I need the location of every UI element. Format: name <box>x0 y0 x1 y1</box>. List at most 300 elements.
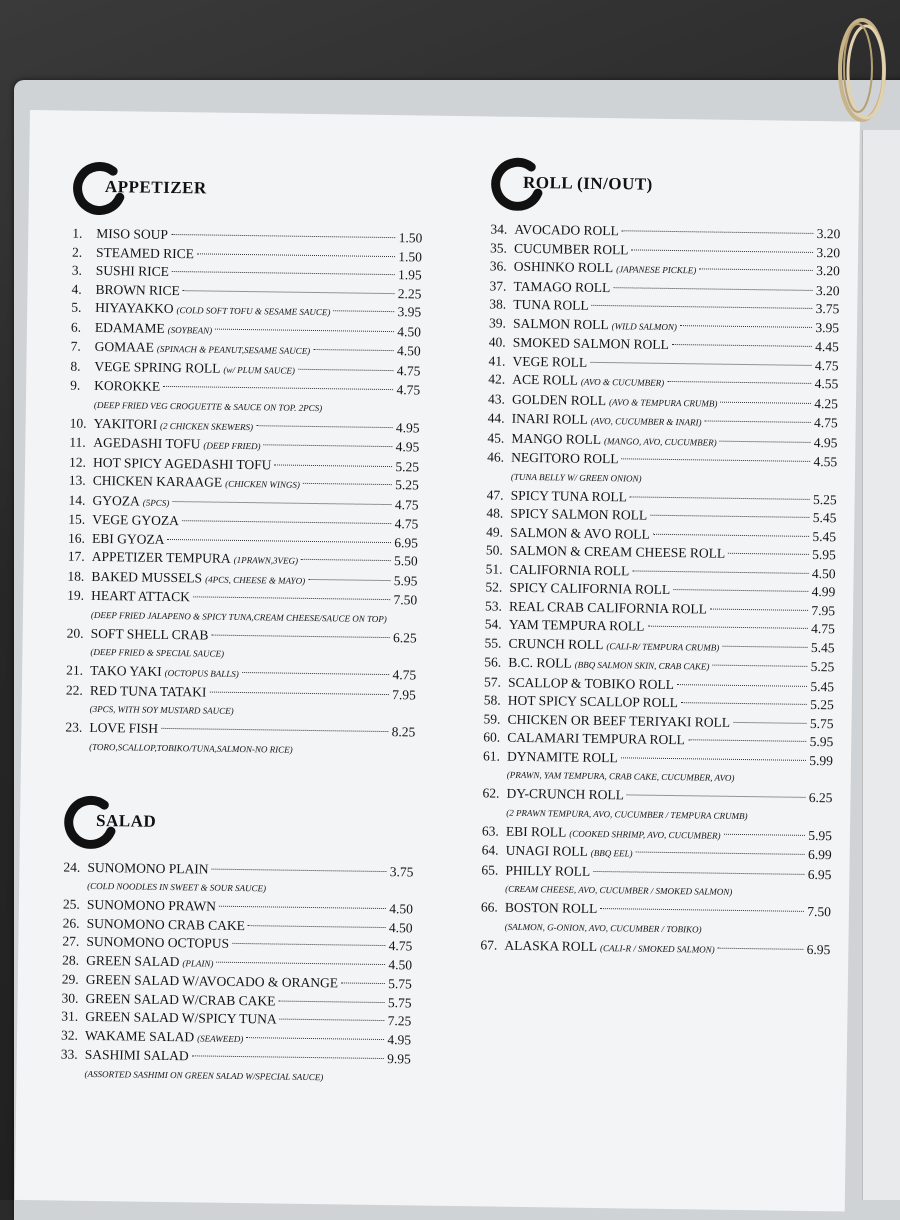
item-number: 32. <box>60 1027 79 1043</box>
item-price: 7.25 <box>387 1013 412 1029</box>
item-number: 67. <box>480 936 498 953</box>
item-price: 4.45 <box>815 338 839 355</box>
leader-dots <box>724 833 806 835</box>
item-price: 9.95 <box>387 1051 411 1067</box>
menu-item <box>480 936 830 960</box>
item-number: 50. <box>485 542 503 558</box>
item-price: 7.95 <box>392 686 416 702</box>
item-price: 5.75 <box>809 715 834 731</box>
item-name: RED TUNA TATAKI <box>89 682 207 700</box>
item-price: 4.95 <box>387 1031 412 1047</box>
item-note: (PRAWN, YAM TEMPURA, CRAB CAKE, CUCUMBER, AVO) <box>506 769 735 783</box>
item-price: 5.95 <box>393 572 418 588</box>
item-name: SALMON ROLL <box>512 315 609 332</box>
item-name: SUNOMONO PRAWN <box>86 896 217 914</box>
item-name: GOLDEN ROLL <box>511 391 607 408</box>
leader-dots <box>333 310 394 312</box>
item-number: 12. <box>68 454 87 470</box>
item-name: GREEN SALAD W/CRAB CAKE <box>85 990 276 1009</box>
item-note: (DEEP FRIED & SPECIAL SAUCE) <box>90 646 225 659</box>
item-price: 5.25 <box>395 477 419 493</box>
item-name: LOVE FISH <box>89 719 159 736</box>
item-name: SALMON & AVO ROLL <box>510 524 650 542</box>
item-number: 36. <box>489 258 507 274</box>
leader-dots <box>308 578 391 580</box>
item-number: 18. <box>67 568 85 584</box>
item-number: 37. <box>489 277 507 294</box>
section-title: ROLL (IN/OUT) <box>522 172 653 194</box>
item-number: 56. <box>484 654 502 670</box>
leader-dots <box>710 608 808 610</box>
item-price: 5.45 <box>812 509 837 526</box>
leader-dots <box>232 943 386 946</box>
menu-page <box>15 110 860 1211</box>
item-name: MISO SOUP <box>96 225 169 242</box>
leader-dots <box>278 1000 384 1002</box>
next-page-edge <box>862 130 900 1200</box>
appetizer-header <box>73 161 424 222</box>
left-column <box>60 161 423 1088</box>
item-number: 59. <box>483 710 501 727</box>
item-price: 5.95 <box>812 546 836 563</box>
item-name: STEAMED RICE <box>95 244 194 261</box>
item-price: 4.75 <box>396 362 421 378</box>
item-note: (2 PRAWN TEMPURA, AVO, CUCUMBER / TEMPURA CRUMB) <box>506 807 748 821</box>
item-number: 60. <box>483 729 501 745</box>
leader-dots <box>301 559 391 561</box>
item-price: 4.95 <box>395 439 420 455</box>
item-name: BROWN RICE <box>95 281 180 298</box>
item-name: CHICKEN KARAAGE <box>92 472 223 490</box>
item-name: VEGE GYOZA <box>92 511 180 529</box>
item-number: 58. <box>483 692 501 708</box>
item-price: 6.95 <box>806 941 831 957</box>
item-description: (SPINACH & PEANUT,SESAME SAUCE) <box>156 343 311 356</box>
item-price: 5.45 <box>810 639 835 655</box>
item-name: YAKITORI <box>93 415 158 432</box>
item-description: (2 CHICKEN SKEWERS) <box>160 420 254 432</box>
item-note: (COLD NOODLES IN SWEET & SOUR SAUCE) <box>87 880 267 894</box>
item-price: 3.20 <box>816 225 841 242</box>
item-price: 5.75 <box>387 994 412 1010</box>
leader-dots <box>705 420 811 422</box>
item-number: 57. <box>483 673 502 690</box>
item-number: 30. <box>61 990 79 1006</box>
item-name: CHICKEN OR BEEF TERIYAKI ROLL <box>507 711 731 730</box>
item-name: SUNOMONO PLAIN <box>87 859 209 877</box>
item-number: 24. <box>63 859 81 875</box>
item-number: 26. <box>62 915 80 931</box>
item-price: 6.95 <box>807 866 832 882</box>
item-number: 44. <box>487 410 505 426</box>
item-price: 5.25 <box>810 658 835 675</box>
item-price: 7.95 <box>811 602 836 618</box>
leader-dots <box>636 852 805 855</box>
item-price: 7.50 <box>807 903 831 920</box>
item-name: SMOKED SALMON ROLL <box>512 334 669 352</box>
leader-dots <box>274 464 392 467</box>
item-price: 6.99 <box>807 846 832 863</box>
item-note: (SALMON, G-ONION, AVO, CUCUMBER / TOBIKO) <box>504 921 702 934</box>
item-name: HOT SPICY SCALLOP ROLL <box>507 692 679 711</box>
item-number: 34. <box>490 221 508 237</box>
item-name: EBI ROLL <box>505 823 567 840</box>
leader-dots <box>161 728 389 732</box>
leader-dots <box>242 672 390 675</box>
leader-dots <box>298 368 394 370</box>
item-number: 45. <box>487 429 505 446</box>
item-number: 47. <box>486 486 504 503</box>
item-name: REAL CRAB CALIFORNIA ROLL <box>509 598 708 617</box>
item-price: 5.95 <box>809 733 834 750</box>
item-number: 63. <box>481 822 499 839</box>
item-description: (WILD SALMON) <box>611 320 677 332</box>
leader-dots <box>280 1019 385 1021</box>
item-name: EDAMAME <box>94 319 165 336</box>
item-number: 7. <box>70 338 81 354</box>
item-number: 9. <box>70 377 81 393</box>
item-price: 5.95 <box>808 827 833 843</box>
item-name: B.C. ROLL <box>508 654 572 671</box>
item-note: (DEEP FRIED JALAPENO & SPICY TUNA,CREAM CHEESE/SAUCE ON TOP) <box>90 609 387 624</box>
item-name: DY-CRUNCH ROLL <box>506 785 624 803</box>
item-number: 64. <box>481 842 499 858</box>
item-name: GYOZA <box>92 492 140 509</box>
item-name: SUNOMONO CRAB CAKE <box>86 915 246 933</box>
item-description: (CALI-R / SMOKED SALMON) <box>599 942 715 955</box>
item-name: VEGE SPRING ROLL <box>94 358 221 376</box>
leader-dots <box>182 520 392 524</box>
section-title: SALAD <box>95 810 157 831</box>
leader-dots <box>733 721 807 723</box>
item-price: 4.55 <box>814 375 839 392</box>
item-number: 4. <box>71 281 82 297</box>
leader-dots <box>171 234 396 238</box>
leader-dots <box>722 645 808 647</box>
item-name: EBI GYOZA <box>91 530 165 547</box>
item-number: 25. <box>62 896 80 912</box>
leader-dots <box>712 665 807 667</box>
item-price: 4.99 <box>811 583 836 600</box>
item-price: 4.95 <box>395 419 420 435</box>
leader-dots <box>183 290 395 294</box>
item-price: 4.55 <box>813 453 838 470</box>
item-price: 8.25 <box>391 724 416 740</box>
item-description: (5PCS) <box>142 497 170 508</box>
item-price: 1.50 <box>398 230 423 246</box>
leader-dots <box>172 501 392 505</box>
leader-dots <box>264 444 393 447</box>
item-name: UNAGI ROLL <box>505 842 588 859</box>
item-price: 4.75 <box>392 667 417 683</box>
item-name: GREEN SALAD W/AVOCADO & ORANGE <box>85 971 339 991</box>
leader-dots <box>653 533 810 536</box>
item-name: BAKED MUSSELS <box>91 568 203 585</box>
item-name: SCALLOP & TOBIKO ROLL <box>507 674 675 692</box>
item-name: CUCUMBER ROLL <box>514 240 629 257</box>
item-name: MANGO ROLL <box>511 430 602 447</box>
item-price: 2.25 <box>397 285 422 301</box>
item-number: 65. <box>481 861 499 878</box>
item-price: 4.75 <box>814 357 839 373</box>
leader-dots <box>720 440 811 442</box>
item-name: CALAMARI TEMPURA ROLL <box>507 729 685 748</box>
item-note: (DEEP FRIED VEG CROGUETTE & SAUCE ON TOP. 2PCS) <box>93 399 323 413</box>
item-name: TUNA ROLL <box>513 296 589 313</box>
item-number: 33. <box>60 1046 78 1062</box>
leader-dots <box>613 287 813 291</box>
item-number: 22. <box>65 682 83 698</box>
item-note: (TORO,SCALLOP,TOBIKO/TUNA,SALMON-NO RICE) <box>89 741 293 755</box>
item-name: SPICY SALMON ROLL <box>510 505 648 523</box>
item-name: TAMAGO ROLL <box>513 278 611 295</box>
item-price: 5.99 <box>809 752 834 768</box>
item-name: AGEDASHI TOFU <box>93 434 201 452</box>
leader-dots <box>632 570 809 573</box>
item-price: 4.50 <box>811 565 836 581</box>
item-price: 5.25 <box>395 458 420 474</box>
item-number: 10. <box>69 415 87 431</box>
item-number: 54. <box>484 616 502 632</box>
item-description: (MANGO, AVO, CUCUMBER) <box>603 435 717 448</box>
item-description: (PLAIN) <box>182 957 214 969</box>
item-name: SOFT SHELL CRAB <box>90 625 209 643</box>
leader-dots <box>688 739 807 742</box>
item-name: VEGE ROLL <box>512 353 588 370</box>
item-price: 5.45 <box>812 528 837 544</box>
item-number: 39. <box>488 314 507 331</box>
leader-dots <box>593 870 805 874</box>
item-description: (JAPANESE PICKLE) <box>616 264 697 276</box>
item-name: BOSTON ROLL <box>504 899 598 916</box>
item-description: (COLD SOFT TOFU & SESAME SAUCE) <box>176 305 331 318</box>
leader-dots <box>673 589 809 592</box>
item-number: 40. <box>488 334 506 350</box>
item-number: 49. <box>486 523 504 540</box>
leader-dots <box>212 868 387 871</box>
item-number: 3. <box>71 262 82 278</box>
leader-dots <box>209 691 389 695</box>
item-number: 38. <box>489 296 507 312</box>
item-name: HOT SPICY AGEDASHI TOFU <box>92 454 272 472</box>
leader-dots <box>167 538 391 542</box>
leader-dots <box>341 982 385 984</box>
item-name: YAM TEMPURA ROLL <box>508 616 645 634</box>
item-number: 35. <box>490 239 508 256</box>
item-name: ACE ROLL <box>512 371 579 388</box>
item-name: SASHIMI SALAD <box>84 1046 189 1064</box>
item-name: SALMON & CREAM CHEESE ROLL <box>509 542 726 561</box>
leader-dots <box>256 425 393 428</box>
leader-dots <box>211 634 390 637</box>
item-price: 3.75 <box>389 863 414 879</box>
item-number: 66. <box>480 899 498 915</box>
leader-dots <box>192 1055 384 1059</box>
leader-dots <box>621 757 807 761</box>
item-name: CALIFORNIA ROLL <box>509 561 630 578</box>
leader-dots <box>163 386 393 390</box>
item-price: 4.75 <box>394 496 419 512</box>
item-note: (CREAM CHEESE, AVO, CUCUMBER / SMOKED SALMON) <box>505 883 733 897</box>
item-name: GREEN SALAD W/SPICY TUNA <box>85 1008 277 1027</box>
item-price: 3.20 <box>816 244 841 260</box>
leader-dots <box>246 1037 384 1040</box>
item-name: OSHINKO ROLL <box>513 258 614 276</box>
item-price: 4.75 <box>388 938 413 954</box>
item-price: 3.95 <box>397 304 422 320</box>
item-number: 14. <box>68 492 86 508</box>
item-name: SPICY CALIFORNIA ROLL <box>509 579 671 597</box>
item-number: 53. <box>485 597 503 614</box>
item-name: INARI ROLL <box>511 410 588 427</box>
item-name: WAKAME SALAD <box>84 1027 195 1044</box>
leader-dots <box>172 271 395 275</box>
leader-dots <box>622 230 814 234</box>
leader-dots <box>667 381 811 384</box>
item-price: 1.50 <box>398 248 423 264</box>
item-number: 8. <box>70 358 81 374</box>
leader-dots <box>728 553 809 555</box>
item-name: ALASKA ROLL <box>504 937 598 954</box>
item-price: 3.75 <box>815 300 840 317</box>
item-price: 4.50 <box>388 956 413 972</box>
item-description: (DEEP FRIED) <box>203 440 261 452</box>
leader-dots <box>197 253 395 257</box>
item-price: 4.50 <box>397 323 422 339</box>
item-name: GOMAAE <box>94 338 155 355</box>
roll-header <box>491 156 842 217</box>
leader-dots <box>219 906 386 909</box>
item-price: 4.75 <box>813 414 838 431</box>
item-name: HIYAYAKKO <box>95 299 174 317</box>
item-number: 51. <box>485 560 503 577</box>
item-price: 5.25 <box>812 491 837 507</box>
leader-dots <box>590 361 812 365</box>
item-note: (TUNA BELLY W/ GREEN ONION) <box>510 471 642 484</box>
item-price: 7.50 <box>393 592 418 608</box>
item-number: 61. <box>482 747 501 764</box>
item-name: AVOCADO ROLL <box>514 221 619 239</box>
item-number: 16. <box>67 530 86 546</box>
item-number: 27. <box>62 933 80 949</box>
item-name: GREEN SALAD <box>86 952 180 969</box>
item-number: 28. <box>62 952 80 968</box>
item-name: HEART ATTACK <box>91 587 191 605</box>
item-description: (4PCS, CHEESE & MAYO) <box>205 573 306 586</box>
item-number: 48. <box>486 505 504 521</box>
item-number: 17. <box>67 548 85 564</box>
item-number: 5. <box>71 299 82 315</box>
item-number: 29. <box>61 971 79 987</box>
item-number: 1. <box>72 225 83 241</box>
leader-dots <box>718 947 804 949</box>
item-price: 6.25 <box>808 789 833 806</box>
item-price: 5.75 <box>388 976 412 992</box>
item-number: 20. <box>66 625 84 641</box>
item-number: 6. <box>70 319 82 335</box>
item-name: CRUNCH ROLL <box>508 635 604 652</box>
item-price: 4.50 <box>396 343 421 359</box>
item-note: (ASSORTED SASHIMI ON GREEN SALAD W/SPECIAL SAUCE) <box>84 1068 324 1082</box>
item-price: 4.75 <box>394 516 419 532</box>
leader-dots <box>622 458 811 462</box>
leader-dots <box>215 328 394 332</box>
item-number: 41. <box>488 352 506 369</box>
appetizer-list <box>65 225 422 761</box>
item-price: 3.20 <box>816 262 840 279</box>
item-number: 55. <box>484 634 502 651</box>
roll-list <box>480 220 840 960</box>
item-price: 4.50 <box>388 919 413 935</box>
item-price: 4.95 <box>813 434 838 450</box>
leader-dots <box>248 925 386 928</box>
item-number: 15. <box>68 511 86 527</box>
item-description: (AVO, CUCUMBER & INARI) <box>590 415 702 428</box>
leader-dots <box>193 596 391 600</box>
item-number: 2. <box>71 244 83 260</box>
item-description: (BBQ EEL) <box>590 847 633 859</box>
item-number: 11. <box>69 434 86 450</box>
leader-dots <box>600 908 804 912</box>
leader-dots <box>672 344 812 347</box>
item-name: SUNOMONO OCTOPUS <box>86 933 230 951</box>
salad-list <box>60 858 413 1088</box>
item-number: 42. <box>488 371 506 387</box>
item-price: 1.95 <box>398 267 422 283</box>
item-description: (CALI-R/ TEMPURA CRUMB) <box>606 640 720 653</box>
item-description: (COOKED SHRIMP, AVO, CUCUMBER) <box>569 828 721 841</box>
item-name: SUSHI RICE <box>95 262 170 279</box>
item-number: 62. <box>482 785 500 801</box>
leader-dots <box>647 626 808 629</box>
item-description: (SEAWEED) <box>197 1032 244 1044</box>
right-column <box>480 156 841 960</box>
item-price: 5.45 <box>810 678 835 694</box>
item-description: (OCTOPUS BALLS) <box>164 667 239 679</box>
item-description: (w/ PLUM SAUCE) <box>223 364 295 376</box>
leader-dots <box>677 684 807 687</box>
item-name: SPICY TUNA ROLL <box>510 487 628 504</box>
item-price: 6.95 <box>394 534 419 550</box>
item-price: 3.20 <box>815 282 840 298</box>
leader-dots <box>303 483 392 485</box>
leader-dots <box>720 401 811 403</box>
item-number: 43. <box>487 390 505 407</box>
item-description: (CHICKEN WINGS) <box>225 478 300 490</box>
item-number: 52. <box>485 579 503 595</box>
item-name: NEGITORO ROLL <box>511 449 619 467</box>
item-name: DYNAMITE ROLL <box>506 748 618 765</box>
item-number: 21. <box>66 662 84 678</box>
item-description: (1PRAWN,3VEG) <box>233 554 299 566</box>
leader-dots <box>650 515 810 518</box>
leader-dots <box>681 702 807 705</box>
item-description: (BBQ SALMON SKIN, CRAB CAKE) <box>574 659 710 672</box>
item-number: 13. <box>68 472 86 488</box>
item-price: 4.75 <box>811 620 835 637</box>
item-number: 23. <box>65 719 83 735</box>
leader-dots <box>680 325 812 328</box>
item-price: 5.50 <box>394 553 418 569</box>
section-title: APPETIZER <box>104 177 207 198</box>
item-name: PHILLY ROLL <box>505 862 591 879</box>
item-note: (3PCS, WITH SOY MUSTARD SAUCE) <box>89 703 234 716</box>
leader-dots <box>592 305 813 309</box>
item-price: 6.25 <box>392 629 417 645</box>
leader-dots <box>630 496 810 500</box>
leader-dots <box>699 268 813 271</box>
item-number: 19. <box>67 587 85 603</box>
